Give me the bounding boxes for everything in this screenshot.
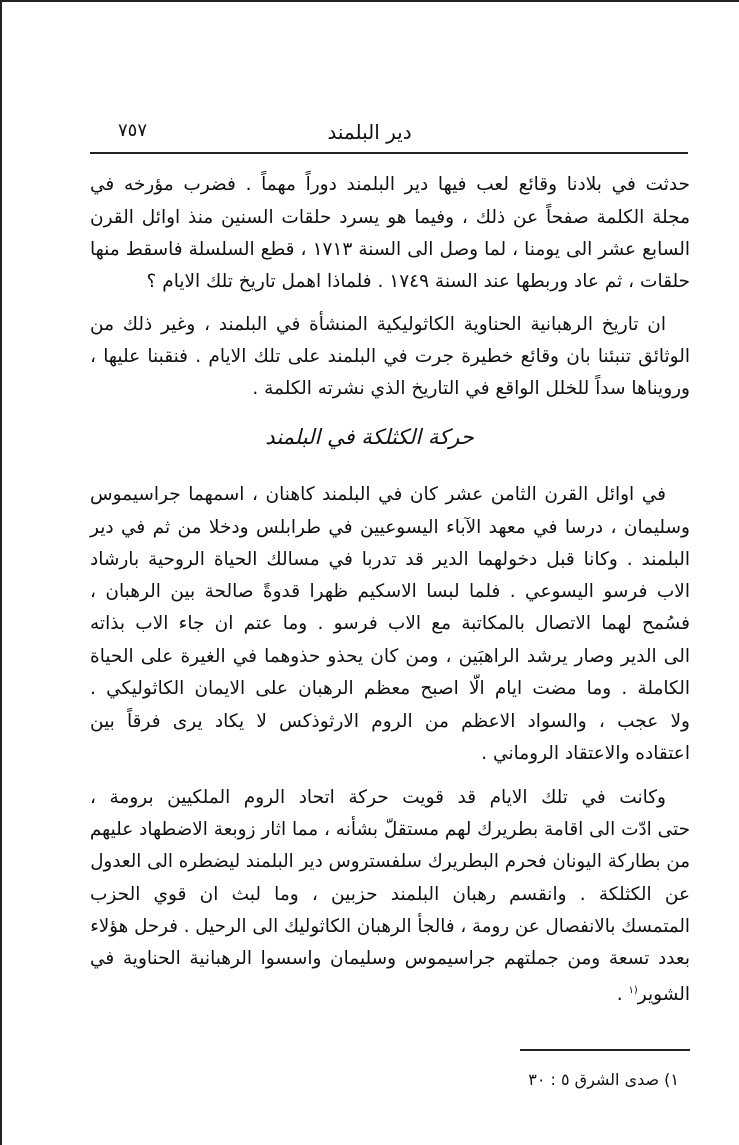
- text-line: ان تاريخ الرهبانية الحناوية الكاثوليكية المنشأة في البلمند ، وغير ذلك من: [90, 314, 666, 335]
- header-rule: [90, 152, 688, 154]
- section-heading: حركة الكثلكة في البلمند: [265, 425, 474, 449]
- text-line: السابع عشر الى يومنا ، لما وصل الى السنة ١٧١٣ ، قطع السلسلة فاسقط منها: [90, 239, 690, 260]
- page-number: ٧٥٧: [118, 120, 148, 141]
- text-line: مجلة الكلمة صفحاً عن ذلك ، وفيما هو يسرد حلقات السنين منذ اوائل القرن: [90, 207, 690, 228]
- text-line: الشوير$^{(١}$ .: [616, 984, 690, 1006]
- text-line: في اوائل القرن الثامن عشر كان في البلمند كاهنان ، اسمهما جراسيموس: [90, 484, 666, 505]
- text-line: عن الكثلكة . وانقسم رهبان البلمند حزبين ، وما لبث ان قوي الحزب: [90, 884, 690, 905]
- text-line: اعتقاده والاعتقاد الروماني .: [481, 743, 690, 764]
- text-line: الوثائق تنبئنا بان وقائع خطيرة جرت في البلمند على تلك الايام . فنقبنا عليها ،: [90, 346, 690, 367]
- text-line: وسليمان ، درسا في معهد الآباء اليسوعيين في طرابلس ودخلا من ثم في دير: [90, 517, 690, 538]
- text-line: وكانت في تلك الايام قد قويت حركة اتحاد الروم الملكيين برومة ،: [90, 787, 666, 808]
- text-line: بعدد تسعة ومن جملتهم جراسيموس وسليمان واسسوا الرهبانية الحناوية في: [90, 948, 690, 969]
- text-line: من بطاركة اليونان فحرم البطريرك سلفستروس دير البلمند ليضطره الى العدول: [90, 851, 691, 872]
- text-line: الكاملة . وما مضت ايام الّا اصبح معظم الرهبان على الايمان الكاثوليكي .: [90, 678, 690, 699]
- text-line: ورويناها سداً للخلل الواقع في التاريخ الذي نشرته الكلمة .: [252, 378, 690, 399]
- footnote-rule: [520, 1049, 690, 1051]
- text-line: فسُمح لهما الاتصال بالمكاتبة مع الاب فرسو . وما عتم ان جاء الاب بذاته: [90, 613, 690, 634]
- text-line: ولا عجب ، والسواد الاعظم من الروم الارثوذكس لا يكاد يرى فرقاً بين: [90, 711, 690, 732]
- running-title: دير البلمند: [327, 120, 412, 144]
- text-line: الى الدير وصار يرشد الراهبَين ، ومن كان يحذو حذوهما في الغيرة على الحياة: [90, 646, 690, 667]
- text-line: الاب فرسو اليسوعي . فلما لبسا الاسكيم ظهرا قدوةً صالحة بين الرهبان ،: [90, 581, 690, 602]
- footnote-reference: (١: [628, 985, 638, 996]
- text-line: حلقات ، ثم عاد وربطها عند السنة ١٧٤٩ . فلماذا اهمل تاريخ تلك الايام ؟: [146, 271, 690, 292]
- text-line: البلمند . وكانا قبل دخولهما الدير قد تدربا في مسالك الحياة الروحية بارشاد: [90, 549, 690, 570]
- text-line: حدثت في بلادنا وقائع لعب فيها دير البلمند دوراً مهماً . فضرب مؤرخه في: [90, 174, 690, 195]
- footnote: ١) صدى الشرق ٥ : ٣٠: [528, 1070, 679, 1089]
- text-line: حتى ادّت الى اقامة بطريرك لهم مستقلّ بشأنه ، مما اثار زوبعة الاضطهاد عليهم: [89, 819, 691, 840]
- text-line: المتمسك بالانفصال عن رومة ، فالجأ الرهبان الكاثوليك الى الرحيل . فرحل هؤلاء: [90, 916, 691, 937]
